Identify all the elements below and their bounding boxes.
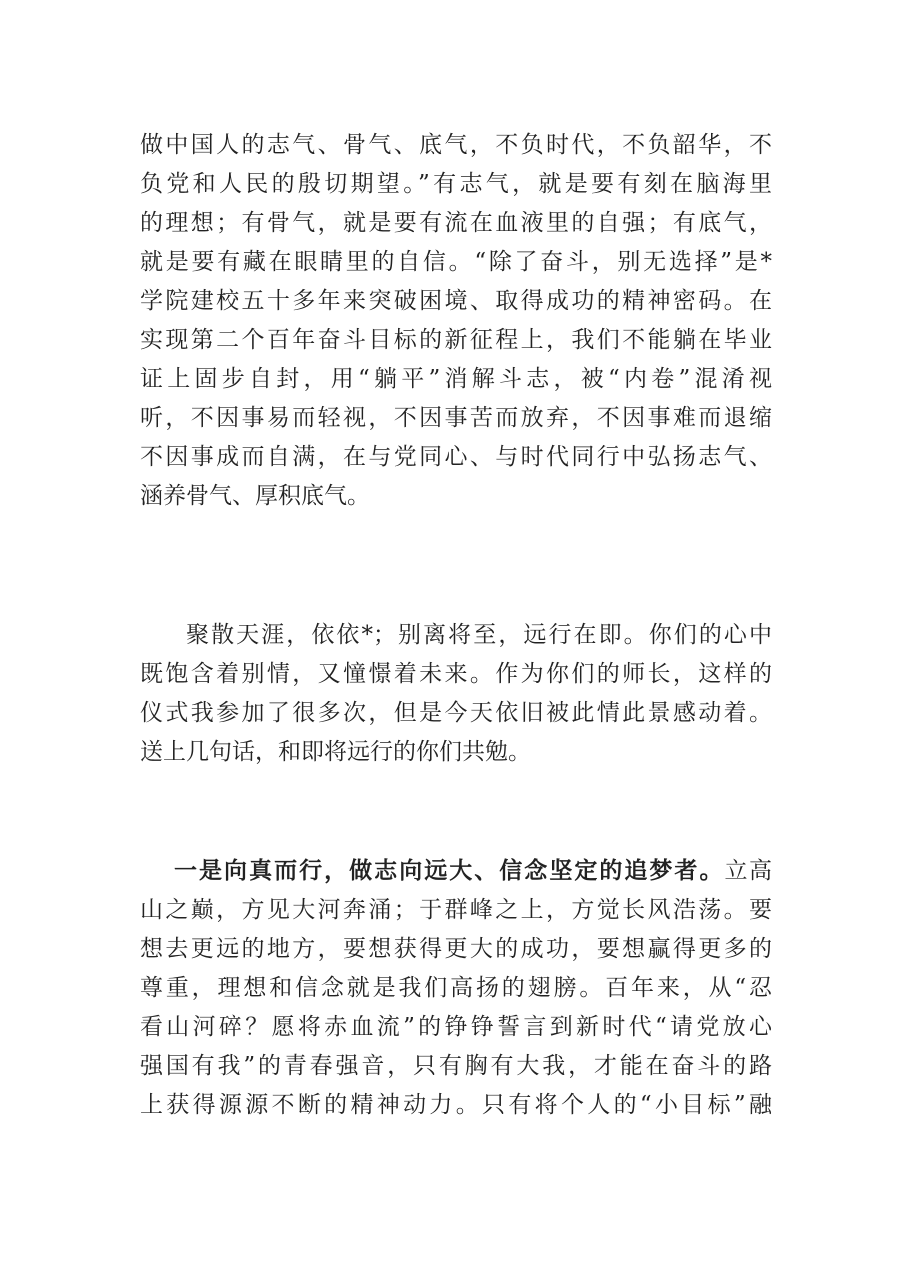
text-line: 证上固步自封，用“躺平”消解斗志，被“内卷”混淆视 [140, 366, 772, 392]
text-line: 实现第二个百年奋斗目标的新征程上，我们不能躺在毕业 [140, 327, 772, 353]
text-line: 就是要有藏在眼睛里的自信。“除了奋斗，别无选择”是* [140, 249, 772, 275]
text-line: 山之巅，方见大河奔涌；于群峰之上，方觉长风浩荡。要 [140, 897, 772, 923]
text-line: 上获得源源不断的精神动力。只有将个人的“小目标”融 [140, 1092, 772, 1118]
text-line: 聚散天涯，依依*；别离将至，远行在即。你们的心中 [186, 622, 772, 648]
text-line: 的理想；有骨气，就是要有流在血液里的自强；有底气， [140, 210, 772, 236]
text-span: 立高 [724, 858, 773, 884]
paragraph-3 [140, 852, 772, 1125]
text-line: 负党和人民的殷切期望。”有志气，就是要有刻在脑海里 [140, 171, 772, 197]
text-line [140, 852, 772, 891]
text-line: 既饱含着别情，又憧憬着未来。作为你们的师长，这样的 [140, 661, 772, 687]
text-line: 强国有我”的青春强音，只有胸有大我，才能在奋斗的路 [140, 1053, 772, 1079]
paragraph-1 [140, 126, 772, 516]
paragraph-2 [140, 616, 772, 772]
text-line: 不因事成而自满，在与党同心、与时代同行中弘扬志气、 [140, 444, 772, 470]
text-line: 尊重，理想和信念就是我们高扬的翅膀。百年来，从“忍 [140, 975, 772, 1001]
text-line: 仪式我参加了很多次，但是今天依旧被此情此景感动着。 [140, 700, 772, 726]
text-line: 听，不因事易而轻视，不因事苦而放弃，不因事难而退缩 [140, 405, 772, 431]
text-line: 想去更远的地方，要想获得更大的成功，要想赢得更多的 [140, 936, 772, 962]
text-line: 送上几句话，和即将远行的你们共勉。 [140, 739, 531, 765]
text-line: 看山河碎？愿将赤血流”的铮铮誓言到新时代“请党放心 [140, 1014, 772, 1040]
text-line: 学院建校五十多年来突破困境、取得成功的精神密码。在 [140, 288, 772, 314]
text-line: 做中国人的志气、骨气、底气，不负时代，不负韶华，不 [140, 132, 772, 158]
text-line: 涵养骨气、厚积底气。 [140, 483, 370, 509]
bold-heading: 一是向真而行，做志向远大、信念坚定的追梦者。 [174, 858, 725, 884]
